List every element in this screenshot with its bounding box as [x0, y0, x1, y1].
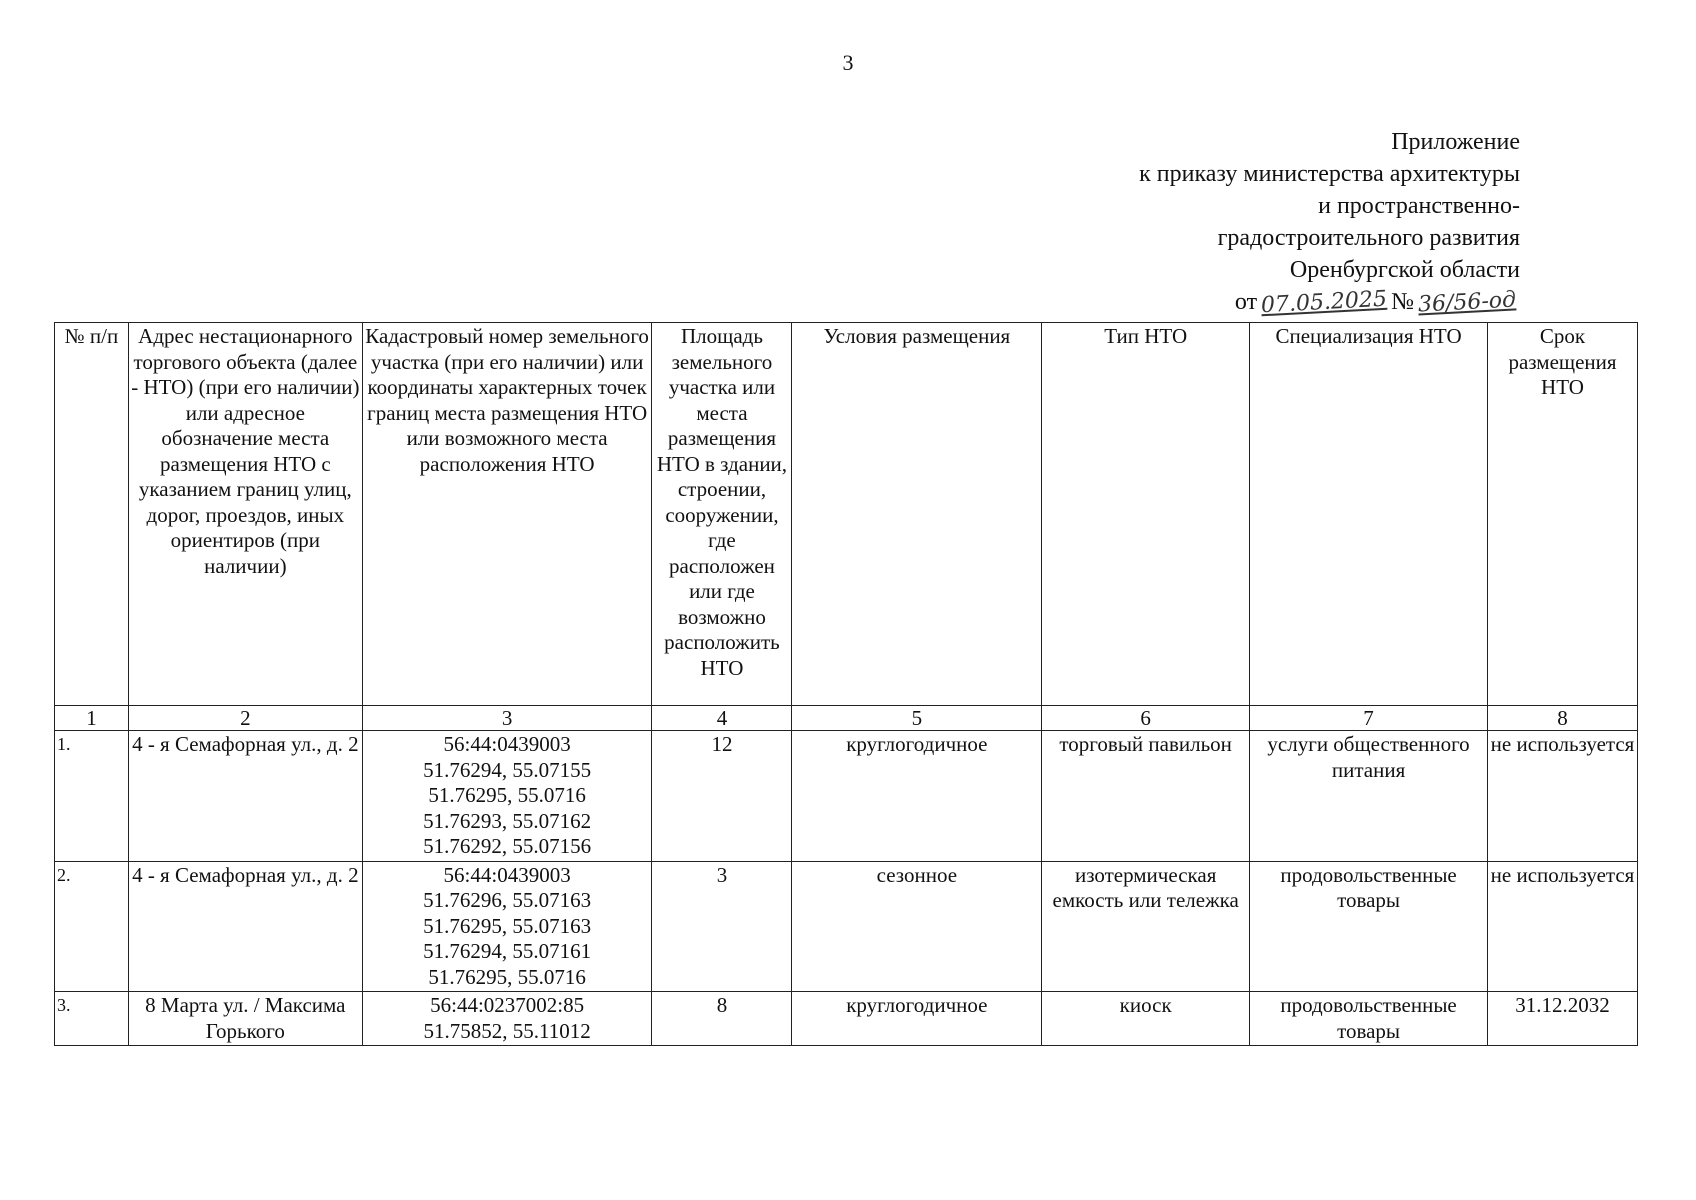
coordinate-line: 51.76295, 55.07163: [423, 913, 592, 938]
table-row: [55, 861, 1638, 992]
header-cell-area: Площадь земельного участка или места размещения НТО в здании, строении, сооружении, где расположен или где возможно расположить НТО: [652, 323, 792, 706]
specialization-cell: услуги общественного питания: [1250, 731, 1488, 862]
header-cell-type: Тип НТО: [1042, 323, 1250, 706]
column-number: 5: [792, 706, 1042, 731]
term-cell: не используется: [1488, 861, 1638, 992]
header-cell-address: Адрес нестационарного торгового объекта (далее - НТО) (при его наличии) или адресное обозначение места размещения НТО с указанием границ улиц, дорог, проездов, иных ориентиров (при наличии): [128, 323, 362, 706]
cadastral-line: 56:44:0237002:85: [430, 993, 585, 1017]
cadastral-cell: [362, 861, 652, 992]
coordinate-line: 51.76293, 55.07162: [423, 808, 592, 833]
column-number: 6: [1042, 706, 1250, 731]
area-cell: 12: [652, 731, 792, 862]
cadastral-line: 56:44:0439003: [443, 862, 571, 887]
header-cell-cadastral: Кадастровый номер земельного участка (при его наличии) или координаты характерных точек границ места размещения НТО или возможного места расположения НТО: [362, 323, 652, 706]
area-cell: 3: [652, 861, 792, 992]
specialization-cell: продовольственные товары: [1250, 861, 1488, 992]
appendix-line: Приложение: [1391, 129, 1520, 155]
column-number: 1: [55, 706, 129, 731]
coordinate-line: 51.76294, 55.07161: [423, 939, 592, 963]
from-prefix: от: [1234, 289, 1258, 315]
coordinate-line: 51.76295, 55.0716: [428, 964, 586, 989]
column-number: 2: [128, 706, 362, 731]
appendix-line: к приказу министерства архитектуры: [1139, 161, 1520, 187]
row-number: 3.: [55, 992, 129, 1046]
order-date-number-line: [1139, 286, 1520, 319]
conditions-cell: сезонное: [792, 861, 1042, 992]
term-cell: не используется: [1488, 731, 1638, 862]
coordinate-line: 51.76296, 55.07163: [423, 888, 592, 912]
address-cell: 4 - я Семафорная ул., д. 2: [128, 861, 362, 992]
page-number: 3: [842, 50, 854, 75]
area-cell: 8: [652, 992, 792, 1046]
row-number: 1.: [55, 731, 129, 862]
conditions-cell: круглогодичное: [792, 731, 1042, 862]
header-cell-number: № п/п: [55, 323, 129, 706]
nto-registry-table: [54, 322, 1638, 1046]
row-number: 2.: [55, 861, 129, 992]
coordinate-line: 51.76295, 55.0716: [428, 783, 586, 807]
address-cell: 4 - я Семафорная ул., д. 2: [128, 731, 362, 862]
type-cell: торговый павильон: [1042, 731, 1250, 862]
header-row: [55, 323, 1638, 706]
number-prefix: №: [1391, 289, 1414, 315]
address-cell: 8 Марта ул. / Максима Горького: [128, 992, 362, 1046]
handwritten-date: 07.05.2025: [1260, 286, 1388, 319]
handwritten-order-number: 36/56-од: [1417, 287, 1517, 318]
type-cell: киоск: [1042, 992, 1250, 1046]
type-cell: изотермическая емкость или тележка: [1042, 861, 1250, 992]
coordinate-line: 51.76292, 55.07156: [423, 834, 592, 858]
column-number: 3: [362, 706, 652, 731]
cadastral-line: 56:44:0439003: [443, 732, 571, 756]
table-row: [55, 992, 1638, 1046]
term-cell: 31.12.2032: [1488, 992, 1638, 1046]
column-number-row: [55, 706, 1638, 731]
appendix-block: [1139, 126, 1520, 319]
header-cell-conditions: Условия размещения: [792, 323, 1042, 706]
appendix-line: и пространственно-: [1318, 193, 1520, 219]
header-cell-specialization: Специализация НТО: [1250, 323, 1488, 706]
conditions-cell: круглогодичное: [792, 992, 1042, 1046]
appendix-line: градостроительного развития: [1217, 225, 1520, 251]
table-row: [55, 731, 1638, 862]
coordinate-line: 51.76294, 55.07155: [423, 757, 592, 782]
cadastral-cell: [362, 731, 652, 862]
coordinate-line: 51.75852, 55.11012: [423, 1018, 591, 1043]
cadastral-cell: [362, 992, 652, 1046]
column-number: 7: [1250, 706, 1488, 731]
column-number: 4: [652, 706, 792, 731]
header-cell-term: Срок размещения НТО: [1488, 323, 1638, 706]
specialization-cell: продовольственные товары: [1250, 992, 1488, 1046]
column-number: 8: [1488, 706, 1638, 731]
appendix-line: Оренбургской области: [1289, 257, 1520, 283]
